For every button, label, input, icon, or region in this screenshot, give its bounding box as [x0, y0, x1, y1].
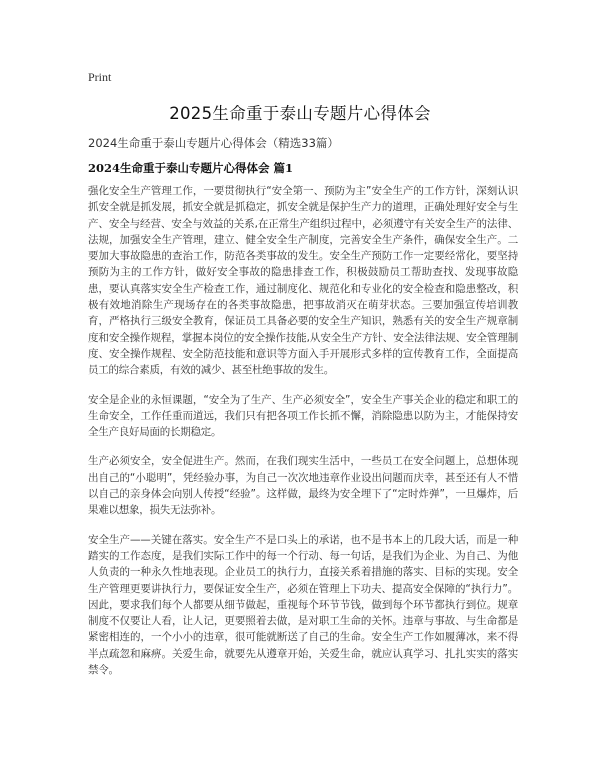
print-link[interactable]: Print	[88, 70, 112, 84]
paragraph-3: 生产必须安全，安全促进生产。然而，在我们现实生活中，一些员工在安全问题上，总想体现出自己的“小聪明”，凭经验办事，为自己一次次地违章作业设出问题而庆幸，甚至还有人不惜以自己的亲身体会向别人传授“经验”。这样做，最终为安全埋下了“定时炸弹”，一旦爆炸，后果难以想象，损失无法弥补。	[88, 455, 518, 517]
article-body	[88, 183, 518, 691]
paragraph-4: 安全生产——关键在落实。安全生产不是口头上的承诺，也不是书本上的几段大话，而是一种踏实的工作态度，是我们实际工作中的每一个行动、每一句话，是我们为企业、为自己、为他人负责的一种永久性地表现。企业员工的执行力，直接关系着措施的落实、目标的实现。安全生产管理更要讲执行力，要保证安全生产，必须在管理上下功夫、提高安全保障的“执行力”。因此，要求我们每个人都要从细节做起，重视每个环节节钱，做到每个环节都执行到位。规章制度不仅要让人看，让人记，更要照着去做，是对职工生命的关怀。违章与事故、与生命都是紧密相连的，一个小小的违章，很可能就断送了自己的生命。安全生产工作如履薄冰，来不得半点疏忽和麻痹。关爱生命，就要先从遵章开始，关爱生命，就应认真学习、扎扎实实的落实禁令。	[88, 533, 518, 677]
document-subtitle: 2024生命重于泰山专题片心得体会（精选33篇）	[88, 136, 339, 150]
document-title: 2025生命重于泰山专题片心得体会	[169, 104, 431, 123]
section-heading: 2024生命重于泰山专题片心得体会 篇1	[88, 161, 294, 175]
paragraph-2: 安全是企业的永恒课题，“安全为了生产、生产必须安全”，安全生产事关企业的稳定和职工的生命安全，工作任重而道远，我们只有把各项工作长抓不懈，消除隐患以防为主，才能保持安全生产良好局面的长期稳定。	[88, 393, 518, 439]
paragraph-1: 强化安全生产管理工作，一要贯彻执行“安全第一、预防为主”安全生产的工作方针，深刻认识抓安全就是抓发展，抓安全就是抓稳定，抓安全就是保护生产力的道理，正确处理好安全与生产、安全与经营、安全与效益的关系,在正常生产组织过程中，必须遵守有关安全生产的法律、法规，加强安全生产管理，建立、健全安全生产制度，完善安全生产条件，确保安全生产。二要加大事故隐患的查治工作，防范各类事故的发生。安全生产预防工作一定要经常化，要坚持预防为主的工作方针，做好安全事故的隐患排查工作，积极鼓励员工帮助查找、发现事故隐患，要认真落实安全生产检查工作，通过制度化、规范化和专业化的安全检查和隐患整改，积极有效地消除生产现场存在的各类事故隐患，把事故消灭在萌芽状态。三要加强宣传培训教育，严格执行三级安全教育，保证员工具备必要的安全生产知识，熟悉有关的安全生产规章制度和安全操作规程，掌握本岗位的安全操作技能,从安全生产方针、安全法律法规、安全管理制度、安全操作规程、安全防范技能和意识等方面入手开展形式多样的宣传教育工作，全面提高员工的综合素质，有效的减少、甚至杜绝事故的发生。	[88, 185, 518, 377]
